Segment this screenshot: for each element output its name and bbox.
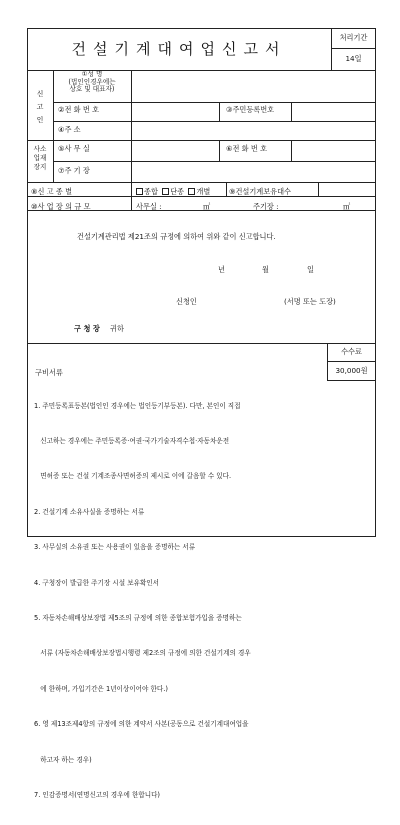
document-item: 4. 구청장이 발급한 주기장 시설 보유확인서 (34, 578, 160, 587)
signature-note: (서명 또는 도장) (284, 297, 336, 306)
equipment-count-label: ⑨건설기계보유대수 (229, 187, 291, 196)
business-scale-label: ⑩사 업 장 의 규 모 (31, 202, 91, 211)
date-month-label: 월 (262, 265, 269, 274)
phone-field[interactable] (131, 102, 219, 121)
document-item: 면허증 또는 건설 기계조종사면허증의 제시로 이에 갈음할 수 있다. (34, 472, 232, 481)
document-item: 6. 영 제13조제4항의 규정에 의한 계약서 사본(공동으로 건설기계대여업을 (34, 720, 249, 729)
parking-field[interactable] (131, 161, 376, 182)
phone-label: ②전 화 번 호 (58, 105, 100, 114)
fee-label: 수수료 (341, 347, 362, 356)
address-label: ④주 소 (58, 125, 81, 134)
individual-checkbox[interactable] (188, 188, 195, 195)
office-area-unit: ㎡ (203, 202, 211, 211)
declaration-statement: 건설기계관리법 제21조의 규정에 의하여 위와 같이 신고합니다. (77, 232, 276, 241)
resident-number-label: ③주민등록번호 (226, 105, 275, 114)
office-phone-label: ⑥전 화 번 호 (226, 144, 268, 153)
address-field[interactable] (131, 121, 376, 140)
parking-label: ⑦주 기 장 (58, 166, 90, 175)
document-item: 7. 인감증명서(연명신고의 경우에 한합니다) (34, 790, 161, 799)
processing-period-label: 처리기간 (339, 33, 368, 42)
office-field[interactable] (131, 140, 219, 161)
processing-period-value: 14일 (345, 54, 362, 63)
single-checkbox[interactable] (162, 188, 169, 195)
report-type-options: 종합 단종 개별 (136, 188, 210, 196)
document-item: 3. 사무실의 소유권 또는 사용권이 있음을 증명하는 서류 (34, 543, 196, 552)
document-item: 신고하는 경우에는 주민등록증·여권·국가기술자격수첩·자동차운전 (34, 436, 230, 445)
document-item: 2. 건설기계 소유사실을 증명하는 서류 (34, 507, 145, 516)
date-year-label: 년 (218, 265, 225, 274)
name-label: ①성 명 (법인인경우에는 상호 및 대표자) (68, 70, 116, 94)
reporter-label: 신청인 (176, 297, 197, 306)
document-item: 에 한하며, 가입기간은 1년이상이어야 한다.) (34, 684, 168, 693)
form-title: 건설기계대여업신고서 (71, 40, 287, 58)
document-item: 5. 자동차손해배상보장법 제5조의 규정에 의한 종합보험가입을 증명하는 (34, 613, 242, 622)
documents-title: 구비서류 (35, 368, 63, 377)
office-label: ⑤사 무 실 (58, 144, 90, 153)
office-section-label: 사소 업재 장지 (33, 145, 47, 171)
office-phone-field[interactable] (291, 140, 376, 161)
document-item: 서류 (자동차손해배상보장법시행령 제2조의 규정에 의한 건설기계의 경우 (34, 649, 251, 658)
recipient-suffix: 귀하 (110, 324, 124, 333)
documents-list (34, 377, 251, 825)
recipient: 구 청 장 (74, 324, 100, 333)
applicant-section-label: 신고인 (36, 90, 44, 124)
document-item: 하고자 하는 경우) (34, 755, 92, 764)
name-field[interactable] (131, 70, 376, 102)
office-area-field[interactable] (166, 197, 201, 210)
equipment-count-field[interactable] (318, 182, 376, 196)
parking-area-field[interactable] (283, 197, 338, 210)
parking-area-unit: ㎡ (343, 202, 351, 211)
office-area-label: 사무실 : (136, 202, 162, 211)
date-day-label: 일 (307, 265, 314, 274)
parking-area-label: 주기장 : (253, 202, 279, 211)
resident-number-field[interactable] (291, 102, 376, 121)
report-type-label: ⑧신 고 종 별 (31, 187, 73, 196)
document-item: 1. 주민등록표등본(법인인 경우에는 법인등기부등본). 다만, 본인이 직접 (34, 401, 241, 410)
combined-checkbox[interactable] (136, 188, 143, 195)
fee-amount: 30,000원 (335, 366, 368, 375)
